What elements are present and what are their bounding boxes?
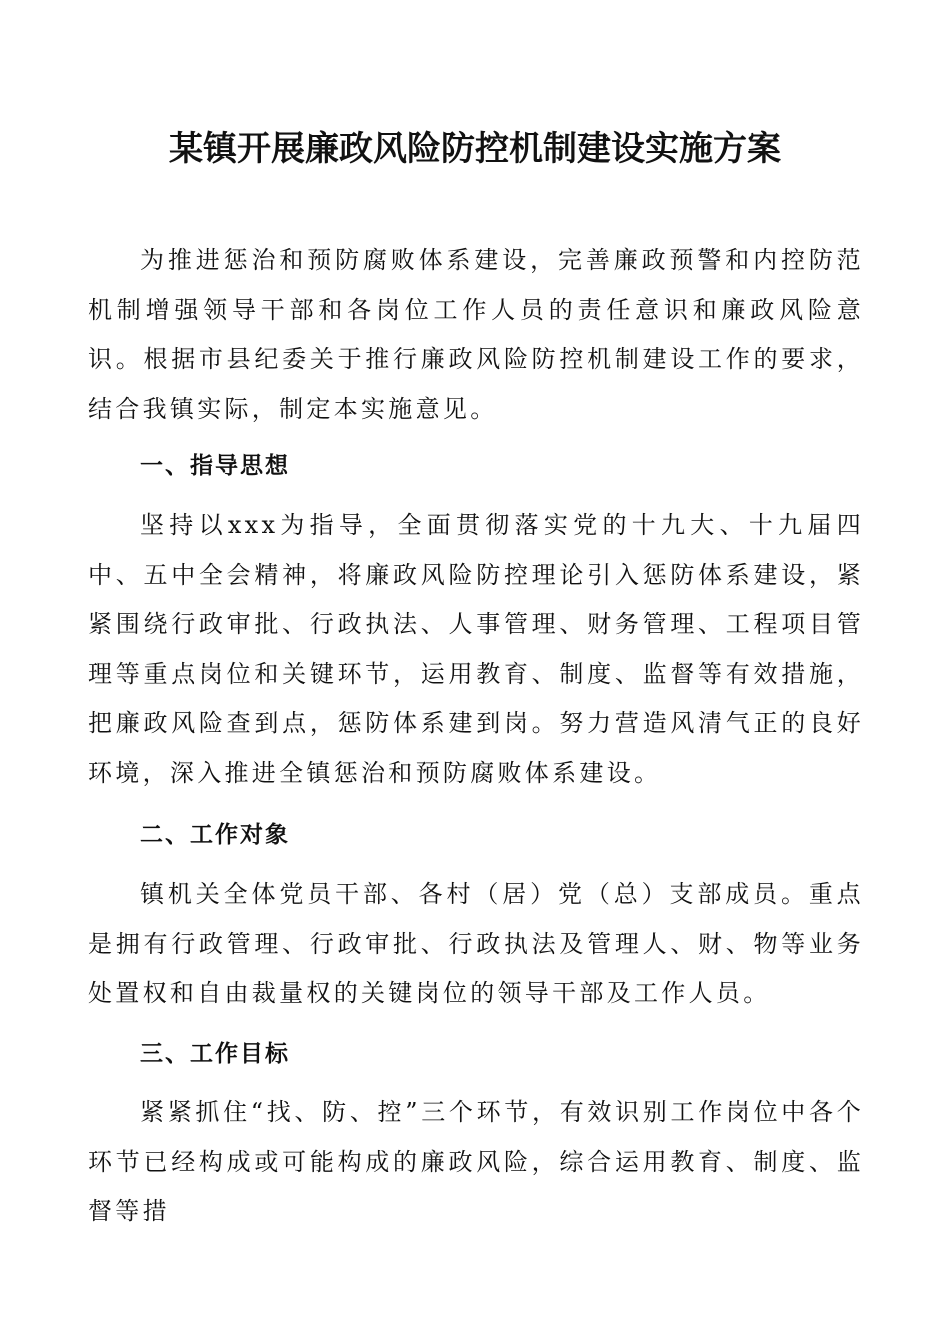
section-heading-work-targets: 二、工作对象 (140, 822, 290, 848)
section-text-guiding-ideology: 坚持以xxx为指导，全面贯彻落实党的十九大、十九届四中、五中全会精神，将廉政风险防控理论引入惩防体系建设，紧紧围绕行政审批、行政执法、人事管理、财务管理、工程项目管理等重点岗位和关键环节，运用教育、制度、监督等有效措施，把廉政风险查到点，惩防体系建到岗。努力营造风清气正的良好环境，深入推进全镇惩治和预防腐败体系建设。 (88, 511, 864, 787)
intro-paragraph: 为推进惩治和预防腐败体系建设，完善廉政预警和内控防范机制增强领导干部和各岗位工作人员的责任意识和廉政风险意识。根据市县纪委关于推行廉政风险防控机制建设工作的要求，结合我镇实际，制定本实施意见。 (88, 246, 864, 423)
section-heading-guiding-ideology: 一、指导思想 (140, 453, 290, 479)
section-text-work-goals: 紧紧抓住“找、防、控”三个环节，有效识别工作岗位中各个环节已经构成或可能构成的廉政风险，综合运用教育、制度、监督等措 (88, 1098, 864, 1225)
section-text-work-targets: 镇机关全体党员干部、各村（居）党（总）支部成员。重点是拥有行政管理、行政审批、行政执法及管理人、财、物等业务处置权和自由裁量权的关键岗位的领导干部及工作人员。 (88, 880, 864, 1007)
section-heading-work-goals: 三、工作目标 (140, 1041, 290, 1067)
document-title: 某镇开展廉政风险防控机制建设实施方案 (169, 129, 781, 169)
